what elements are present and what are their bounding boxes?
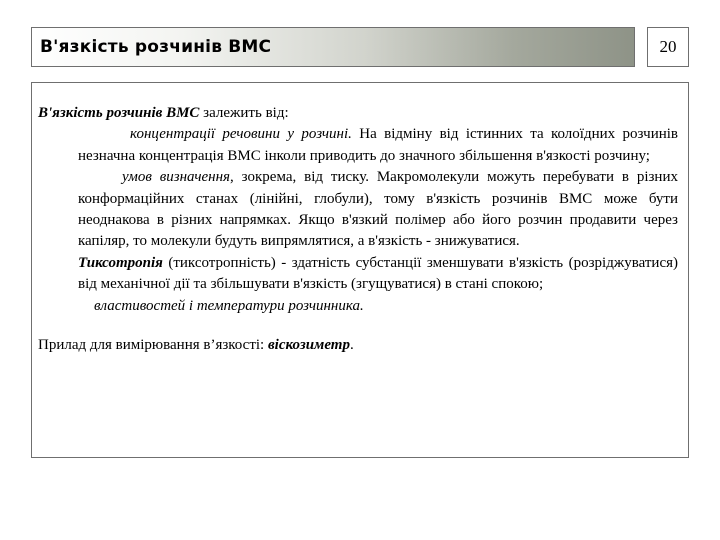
slide-title: В'язкість розчинів ВМС	[40, 37, 272, 57]
factor-concentration-lead: концентрації речовини у розчині.	[130, 126, 352, 143]
factor-conditions	[38, 167, 678, 253]
slide-title-bar	[31, 27, 635, 67]
intro-rest: залежить від:	[199, 105, 289, 121]
page-number: 20	[659, 37, 677, 56]
factor-solvent	[78, 296, 678, 317]
factor-concentration	[38, 124, 678, 167]
page-number-box	[647, 27, 689, 67]
device-paragraph	[38, 335, 678, 356]
factor-concentration-text: На відміну від істинних та колоїдних розчинів незначна концентрація ВМС інколи приводить до значного збільшення в'язкості розчину;	[78, 126, 679, 164]
intro-lead: В'язкість розчинів ВМС	[38, 105, 200, 121]
thixotropy-lead: Тиксотропія	[78, 254, 163, 271]
thixotropy-paragraph	[78, 253, 678, 296]
content-box	[31, 82, 689, 458]
device-text: Прилад для вимірювання в’язкості:	[38, 337, 268, 354]
factor-conditions-text: , зокрема, від тиску. Макромолекули можуть перебувати в різних конформаційних станах (лінійні, глобули), тому в'язкість розчинів ВМС може бути неоднакова в різних напрямках. Якщо в'язкий полімер або його розчин продавити через капіляр, то молекули будуть випрямлятися, а в'язкість - знижуватися.	[78, 169, 678, 250]
intro-paragraph	[38, 103, 678, 124]
thixotropy-text: (тиксотропність) - здатність субстанції зменшувати в'язкість (розріджуватися) від механічної дії та збільшувати в'язкість (згущуватися) в стані спокою;	[78, 254, 678, 293]
factor-conditions-lead: умов визначення	[122, 169, 231, 186]
device-name: віскозиметр	[267, 337, 350, 354]
device-end: .	[349, 337, 354, 354]
factor-solvent-lead: властивостей і температури розчинника.	[94, 297, 364, 314]
factors-list	[38, 124, 678, 317]
